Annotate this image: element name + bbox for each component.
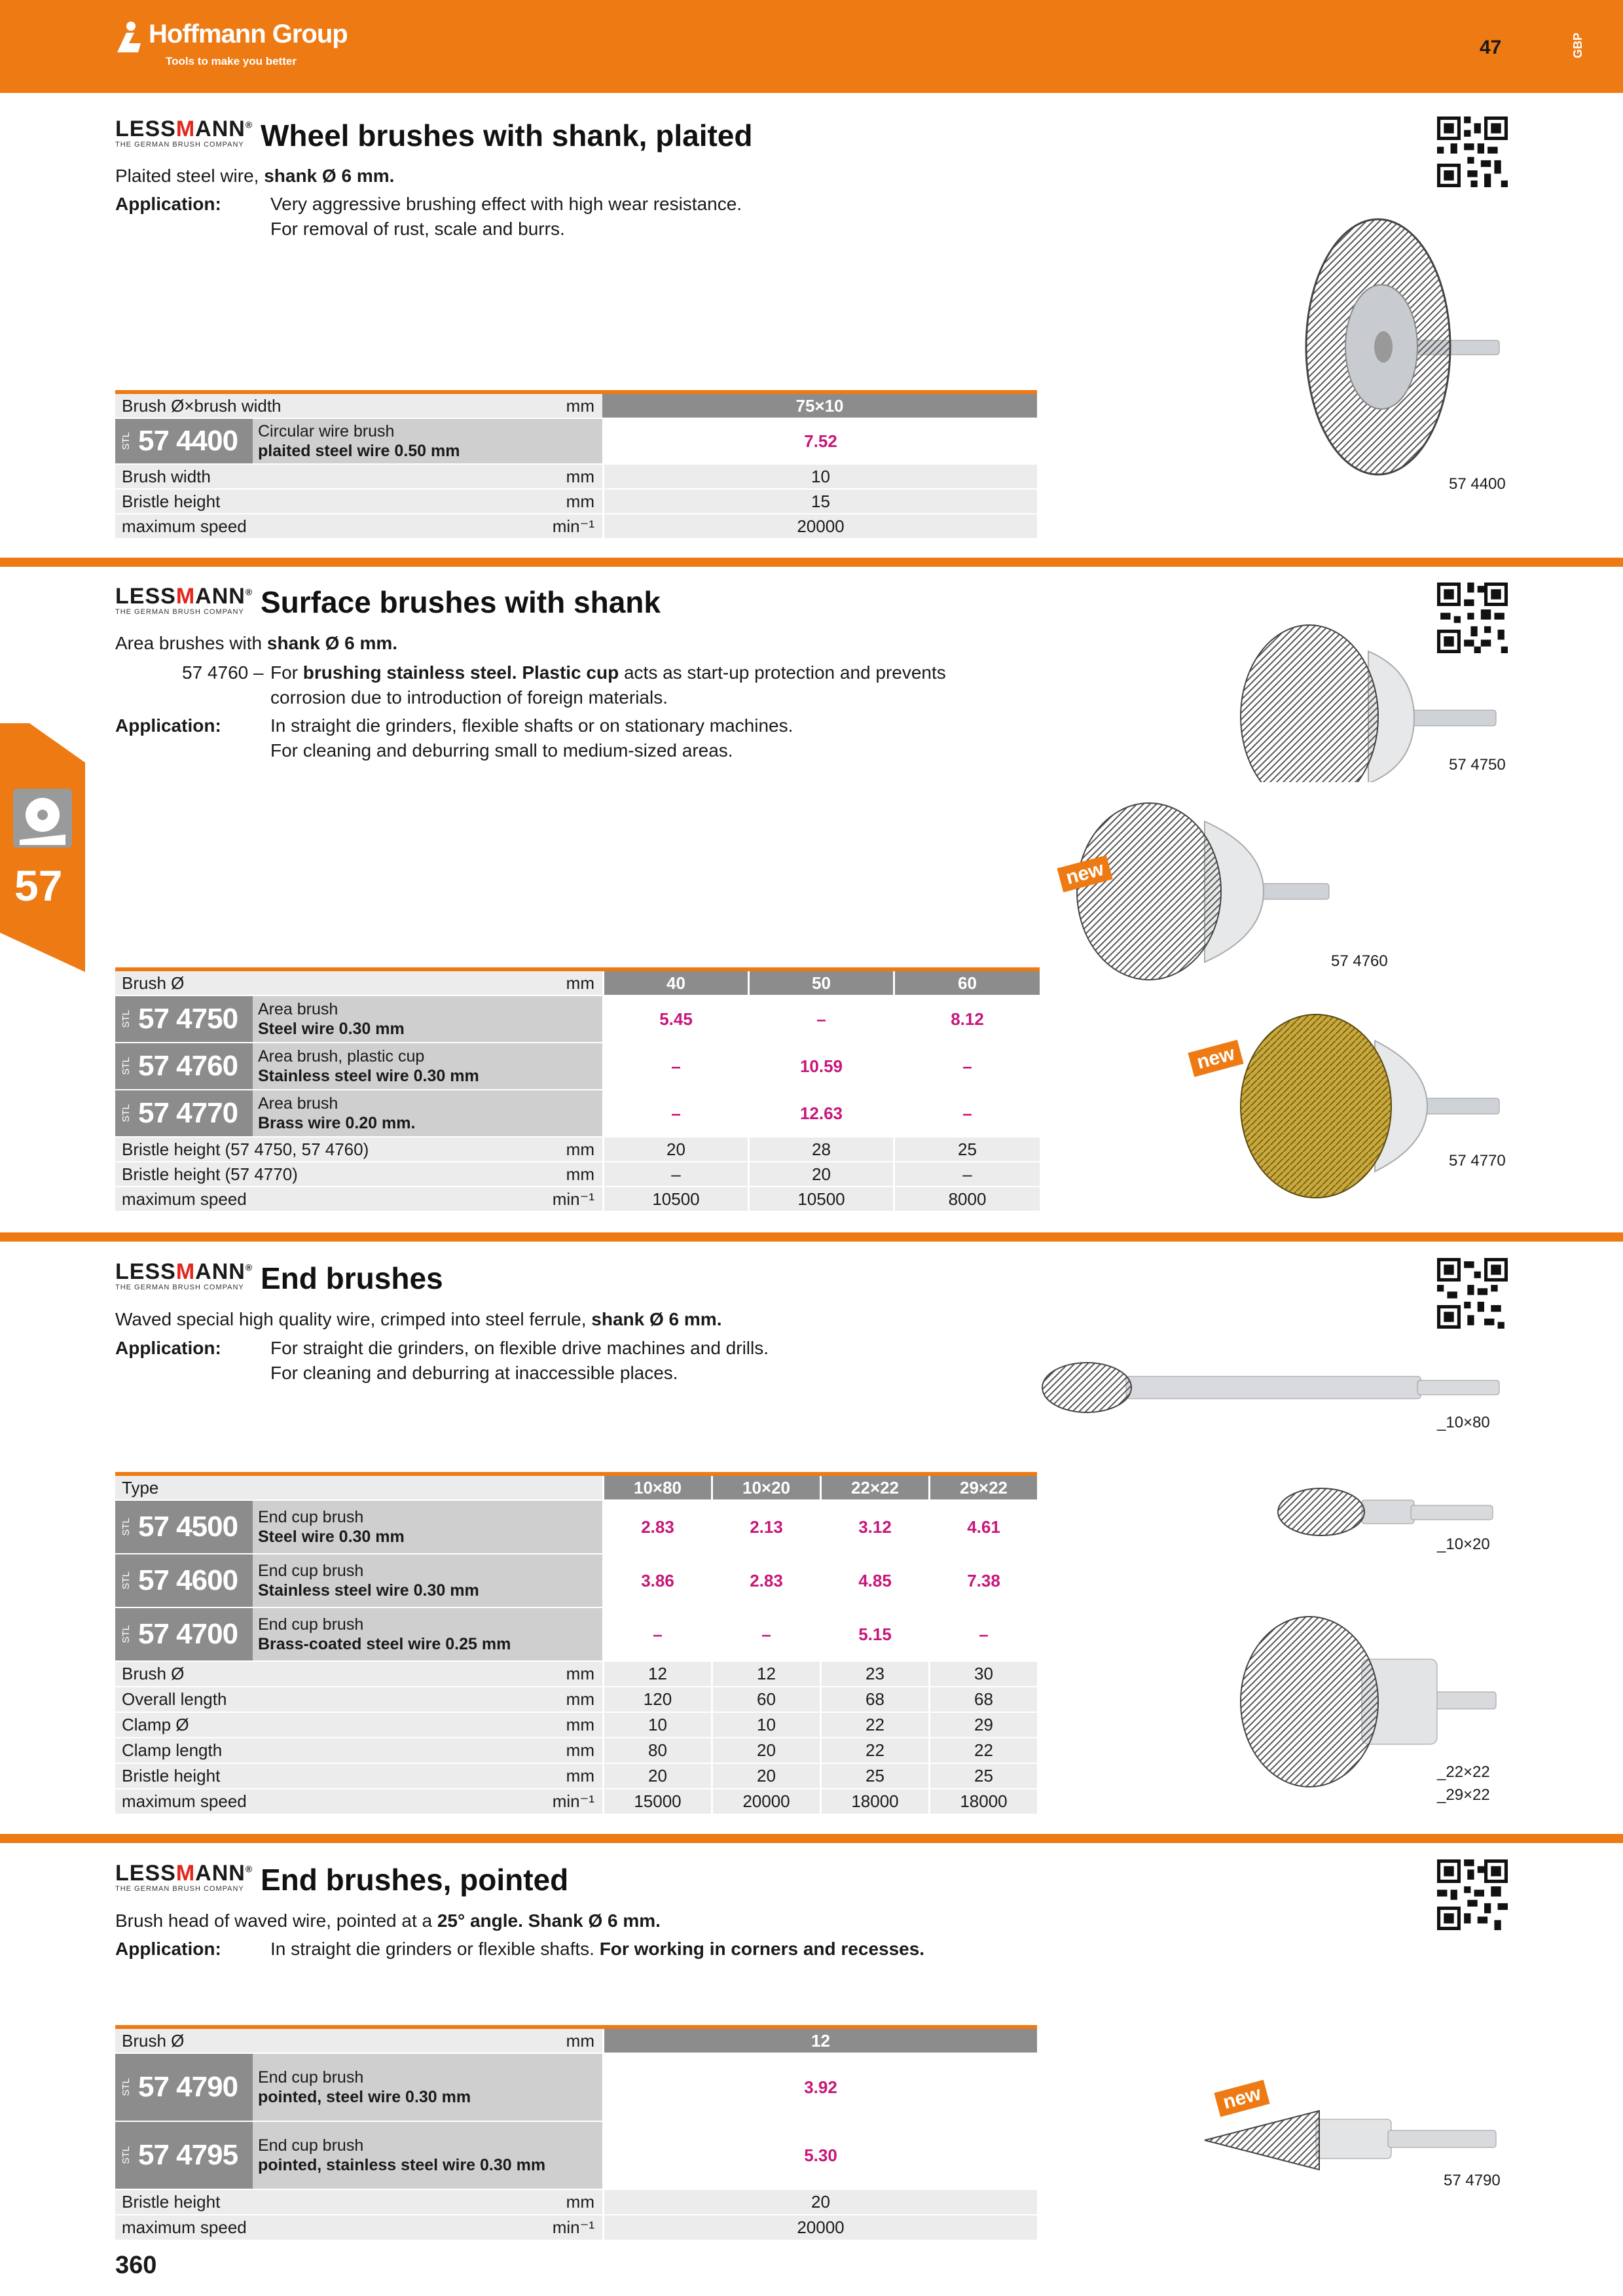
price[interactable]: – (893, 1043, 1040, 1089)
price[interactable]: 2.83 (602, 1501, 711, 1553)
article-number-box: STL 57 4770 (115, 1090, 253, 1136)
price[interactable]: 3.86 (602, 1554, 711, 1607)
article-description: End cup brush pointed, steel wire 0.30 mm (258, 2068, 471, 2106)
page-number-top: 47 (1480, 37, 1502, 58)
chapter-tab (0, 723, 85, 972)
table-header-label: Type (115, 1476, 602, 1499)
lessmann-logo: LESSMANN® THE GERMAN BRUSH COMPANY (115, 1259, 253, 1291)
note-article: 57 4760 – (182, 662, 264, 683)
qr-code-icon[interactable] (1437, 117, 1508, 187)
article-description: Area brush Steel wire 0.30 mm (258, 1000, 405, 1038)
price[interactable]: 7.52 (602, 419, 1037, 463)
qr-code-icon[interactable] (1437, 1258, 1508, 1329)
column-header: 29×22 (928, 1476, 1037, 1499)
article-number: 57 4700 (138, 1618, 238, 1650)
table-row: Brush width mm 10 (115, 465, 1037, 490)
column-header: 75×10 (602, 394, 1037, 418)
product-description: Plaited steel wire, shank Ø 6 mm. (115, 166, 395, 186)
price[interactable]: 10.59 (748, 1043, 893, 1089)
table-row: Clamp Ø mm 10 10 22 29 (115, 1713, 1037, 1738)
column-header: 10×80 (602, 1476, 711, 1499)
section-title: End brushes (261, 1261, 443, 1295)
table-row: Overall length mm 120 60 68 68 (115, 1687, 1037, 1713)
article-row[interactable] (115, 1501, 1037, 1554)
column-header: 12 (602, 2029, 1037, 2053)
application-text-2: For cleaning and deburring at inaccessible places. (270, 1363, 678, 1383)
price[interactable]: 3.12 (820, 1501, 928, 1553)
cup-brush-image-brass (1231, 1008, 1506, 1211)
logo-text: Hoffmann Group (149, 20, 348, 48)
image-caption: 57 4790 (1444, 2172, 1501, 2189)
hoffmann-logo (115, 20, 390, 79)
image-caption: 57 4750 (1449, 756, 1506, 774)
table-row: Bristle height (57 4770) mm – 20 – (115, 1162, 1040, 1187)
section-title: Surface brushes with shank (261, 585, 661, 619)
article-description: End cup brush Steel wire 0.30 mm (258, 1508, 405, 1546)
application-text-2: For cleaning and deburring small to medium-sized areas. (270, 740, 733, 761)
product-table (115, 390, 1037, 539)
column-header: 10×20 (711, 1476, 820, 1499)
price[interactable]: 8.12 (893, 996, 1040, 1042)
image-caption: _29×22 (1437, 1786, 1490, 1804)
article-description: Area brush, plastic cup Stainless steel wire 0.30 mm (258, 1047, 479, 1085)
product-description: Area brushes with shank Ø 6 mm. (115, 633, 398, 653)
new-badge: new (1188, 1040, 1244, 1077)
image-caption: 57 4760 (1331, 952, 1388, 970)
column-header: 50 (748, 971, 893, 995)
product-description: Brush head of waved wire, pointed at a 25° angle. Shank Ø 6 mm. (115, 1910, 661, 1931)
table-row: Brush Ø mm 12 12 23 30 (115, 1662, 1037, 1687)
application-text-1: For straight die grinders, on flexible drive machines and drills. (270, 1338, 769, 1358)
product-description: Waved special high quality wire, crimped into steel ferrule, shank Ø 6 mm. (115, 1309, 722, 1329)
price[interactable]: 3.92 (602, 2054, 1037, 2121)
article-description: Area brush Brass wire 0.20 mm. (258, 1094, 416, 1132)
price[interactable]: 4.85 (820, 1554, 928, 1607)
product-table (115, 1472, 1037, 1815)
article-number-box: STL 57 4750 (115, 996, 253, 1042)
price[interactable]: – (602, 1608, 711, 1660)
article-description: End cup brush Brass-coated steel wire 0.25 mm (258, 1615, 511, 1653)
column-header: 40 (602, 971, 748, 995)
table-header-label: Brush Ø mm (115, 2029, 602, 2053)
table-row: Bristle height mm 15 (115, 490, 1037, 514)
price[interactable]: – (602, 1043, 748, 1089)
article-number-box: STL 57 4500 (115, 1501, 253, 1553)
price[interactable]: 5.45 (602, 996, 748, 1042)
article-number-box: STL 57 4790 (115, 2054, 253, 2121)
column-header: 60 (893, 971, 1040, 995)
table-row: Bristle height mm 20 (115, 2190, 1037, 2215)
article-number: 57 4400 (138, 425, 238, 457)
article-row[interactable] (115, 2054, 1037, 2122)
application-text-2: For removal of rust, scale and burrs. (270, 219, 565, 239)
table-row: maximum speed min⁻¹ 20000 (115, 2215, 1037, 2241)
price[interactable]: – (928, 1608, 1037, 1660)
application-label: Application: (115, 1939, 221, 1959)
article-row[interactable] (115, 1043, 1040, 1090)
article-number-box: STL 57 4795 (115, 2122, 253, 2189)
lessmann-logo: LESSMANN® THE GERMAN BRUSH COMPANY (115, 1861, 253, 1893)
price[interactable]: 12.63 (748, 1090, 893, 1136)
article-number: 57 4770 (138, 1097, 238, 1129)
qr-code-icon[interactable] (1437, 1859, 1508, 1930)
application-label: Application: (115, 1338, 221, 1358)
logo-tagline: Tools to make you better (166, 55, 297, 67)
price[interactable]: 5.15 (820, 1608, 928, 1660)
article-row[interactable] (115, 996, 1040, 1043)
image-caption: _10×20 (1437, 1535, 1490, 1553)
end-brush-image-10x80 (1041, 1358, 1512, 1417)
column-header: 22×22 (820, 1476, 928, 1499)
article-row[interactable] (115, 2122, 1037, 2190)
price[interactable]: – (711, 1608, 820, 1660)
lessmann-logo: LESSMANN® THE GERMAN BRUSH COMPANY (115, 584, 253, 616)
page-number-bottom: 360 (115, 2251, 157, 2279)
new-badge: new (1214, 2080, 1270, 2117)
price[interactable]: 7.38 (928, 1554, 1037, 1607)
article-number: 57 4600 (138, 1564, 238, 1596)
chapter-tab-shape (0, 723, 85, 972)
product-table (115, 967, 1040, 1212)
article-row[interactable] (115, 1608, 1037, 1662)
price[interactable]: 2.83 (711, 1554, 820, 1607)
application-text-1: Very aggressive brushing effect with high wear resistance. (270, 194, 742, 214)
section-title: Wheel brushes with shank, plaited (261, 118, 753, 152)
article-row[interactable] (115, 1554, 1037, 1608)
section-separator (0, 1834, 1623, 1843)
price[interactable]: 4.61 (928, 1501, 1037, 1553)
product-table (115, 2025, 1037, 2241)
article-row[interactable] (115, 1090, 1040, 1138)
image-caption: 57 4400 (1449, 475, 1506, 493)
section-title: End brushes, pointed (261, 1863, 569, 1897)
article-description: End cup brush pointed, stainless steel wire 0.30 mm (258, 2136, 546, 2174)
table-header-label: Brush Ø mm (115, 971, 602, 995)
article-number-box: STL 57 4400 (115, 419, 253, 463)
article-number-box: STL 57 4700 (115, 1608, 253, 1660)
image-caption: _10×80 (1437, 1414, 1490, 1431)
application-text-1: In straight die grinders, flexible shafts or on stationary machines. (270, 715, 793, 736)
price[interactable]: 2.13 (711, 1501, 820, 1553)
article-number: 57 4760 (138, 1050, 238, 1082)
image-caption: _22×22 (1437, 1763, 1490, 1781)
note-text-1: For brushing stainless steel. Plastic cup acts as start-up protection and prevents (270, 662, 946, 683)
lessmann-logo: LESSMANN® THE GERMAN BRUSH COMPANY (115, 117, 253, 149)
image-caption: 57 4770 (1449, 1152, 1506, 1170)
price[interactable]: – (748, 996, 893, 1042)
application-label: Application: (115, 194, 221, 214)
chapter-number: 57 (14, 861, 63, 910)
article-number-box: STL 57 4600 (115, 1554, 253, 1607)
article-number-box: STL 57 4760 (115, 1043, 253, 1089)
table-row: maximum speed min⁻¹ 15000 20000 18000 18000 (115, 1789, 1037, 1815)
article-number: 57 4750 (138, 1003, 238, 1035)
country-code: GBP (1571, 33, 1584, 59)
pointed-brush-image (1198, 2108, 1506, 2173)
article-number: 57 4790 (138, 2071, 238, 2103)
article-number: 57 4795 (138, 2139, 238, 2171)
section-separator (0, 1232, 1623, 1242)
table-row: maximum speed min⁻¹ 10500 10500 8000 (115, 1187, 1040, 1212)
wheel-brush-image (1300, 216, 1509, 491)
price[interactable]: – (602, 1090, 748, 1136)
new-badge: new (1057, 855, 1113, 893)
table-row: maximum speed min⁻¹ 20000 (115, 514, 1037, 539)
table-row: Clamp length mm 80 20 22 22 (115, 1738, 1037, 1764)
note-text-2: corrosion due to introduction of foreign materials. (270, 687, 668, 708)
section-separator (0, 558, 1623, 567)
application-label: Application: (115, 715, 221, 736)
table-header-label: Brush Ø×brush width mm (115, 394, 602, 418)
application-text-1: In straight die grinders or flexible shafts. For working in corners and recesses. (270, 1939, 925, 1959)
cup-brush-image-stainless (1074, 795, 1336, 985)
article-row[interactable] (115, 419, 1037, 465)
table-row: Bristle height mm 20 20 25 25 (115, 1764, 1037, 1789)
table-row: Bristle height (57 4750, 57 4760) mm 20 28 25 (115, 1138, 1040, 1162)
article-description: Circular wire brush plaited steel wire 0.50 mm (258, 422, 460, 460)
article-number: 57 4500 (138, 1511, 238, 1543)
article-description: End cup brush Stainless steel wire 0.30 mm (258, 1562, 479, 1600)
hoffmann-logo-icon (115, 21, 147, 55)
price[interactable]: 5.30 (602, 2122, 1037, 2189)
price[interactable]: – (893, 1090, 1040, 1136)
